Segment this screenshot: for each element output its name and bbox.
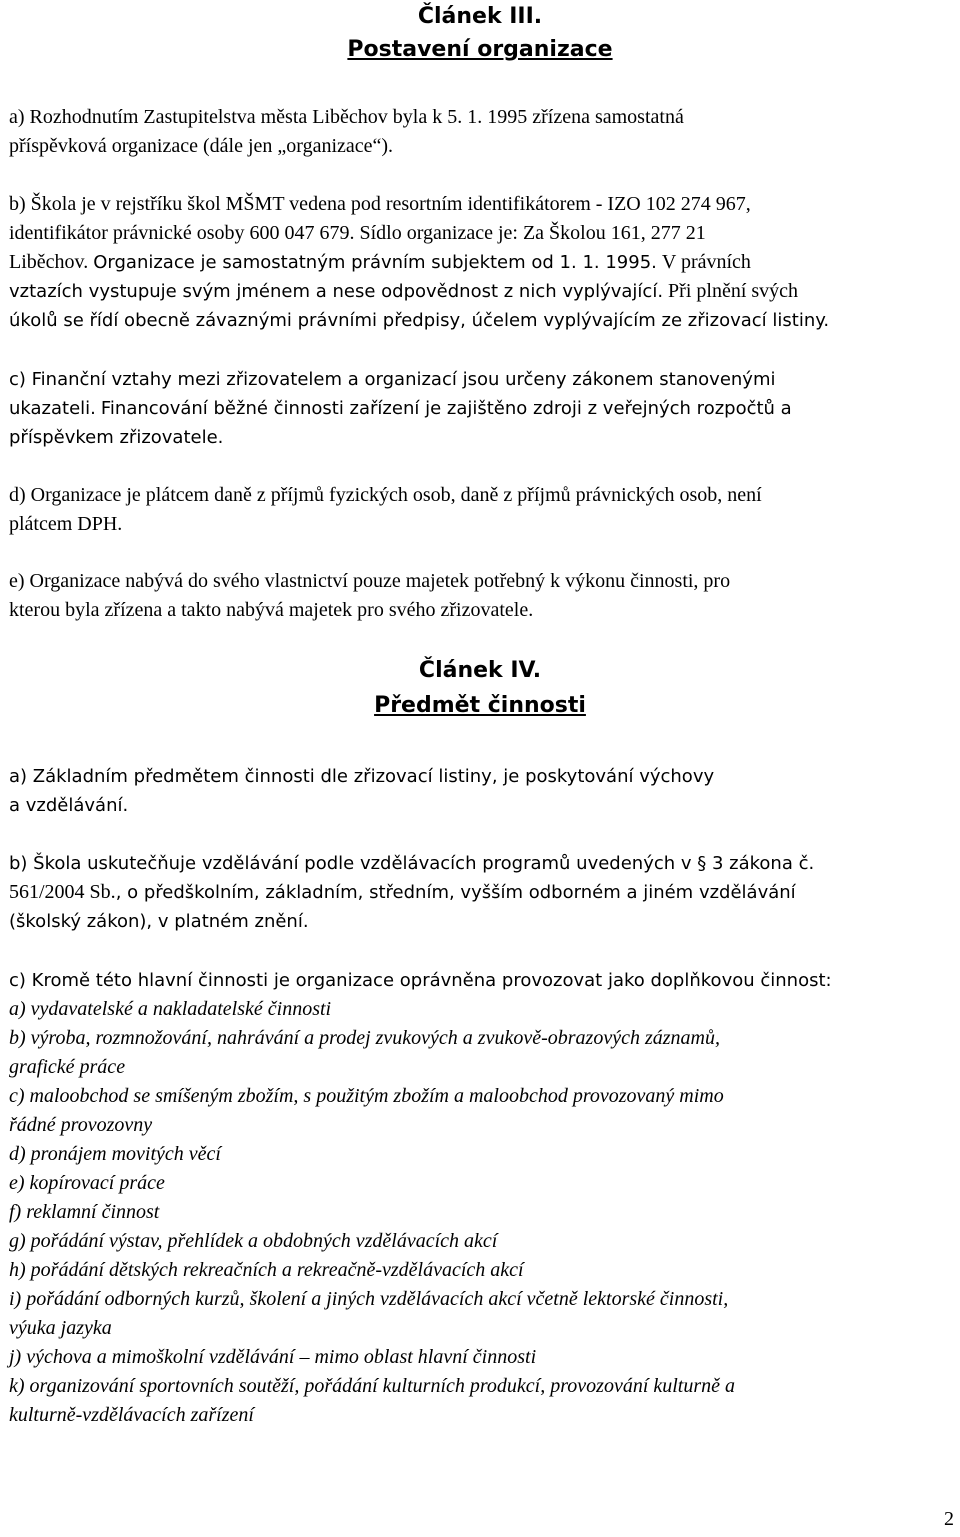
activity-item: c) maloobchod se smíšeným zbožím, s použitým zbožím a maloobchod provozovaný mimo [9, 1085, 724, 1107]
text-segment: Při plnění svých [668, 280, 799, 302]
article-3-para-b-line-1: b) Škola je v rejstříku škol MŠMT vedena pod resortním identifikátorem - IZO 102 274 967, [9, 193, 751, 215]
text-segment: vztazích vystupuje svým jménem a nese odpovědnost z nich vyplývající. [9, 281, 664, 302]
article-4-para-b-line-3: (školský zákon), v platném znění. [9, 911, 309, 932]
article-3-para-b-line-5: úkolů se řídí obecně závaznými právními předpisy, účelem vyplývajícím ze zřizovací listiny. [9, 310, 830, 331]
text-segment: Liběchov. [9, 251, 89, 273]
article-4-title: Článek IV. [418, 658, 542, 683]
article-4-para-b-line-2 [9, 878, 796, 907]
article-3-para-c-line-2 [9, 394, 792, 423]
page-number: 2 [944, 1508, 954, 1530]
article-3-para-a-line-2: příspěvková organizace (dále jen „organizace“). [9, 135, 394, 157]
text-segment: Financování běžné činnosti zařízení je zajištěno zdroji z veřejných rozpočtů a [100, 398, 792, 419]
article-3-para-a-line-1: a) Rozhodnutím Zastupitelstva města Liběchov byla k 5. 1. 1995 zřízena samostatná [9, 106, 684, 128]
activity-item: výuka jazyka [9, 1317, 112, 1339]
activity-item: řádné provozovny [9, 1114, 153, 1136]
activity-item: kulturně-vzdělávacích zařízení [9, 1404, 254, 1426]
article-3-para-d-line-1: d) Organizace je plátcem daně z příjmů fyzických osob, daně z příjmů právnických osob, není [9, 484, 762, 506]
text-segment: V právních [661, 251, 751, 273]
article-3-subtitle: Postavení organizace [347, 37, 613, 62]
activity-item: f) reklamní činnost [9, 1201, 160, 1223]
article-3-para-b-line-4 [9, 277, 798, 306]
article-3-para-c-line-3: příspěvkem zřizovatele. [9, 427, 224, 448]
article-4-subtitle: Předmět činnosti [374, 693, 586, 718]
activity-item: e) kopírovací práce [9, 1172, 165, 1194]
article-3-para-d-line-2: plátcem DPH. [9, 513, 123, 535]
activity-item: k) organizování sportovních soutěží, pořádání kulturních produkcí, provozování kulturně a [9, 1375, 736, 1397]
article-4-para-c-intro: c) Kromě této hlavní činnosti je organizace oprávněna provozovat jako doplňkovou činnost: [9, 970, 832, 991]
text-segment: Organizace je samostatným právním subjektem od 1. 1. 1995. [93, 252, 657, 273]
article-3-para-e-line-2: kterou byla zřízena a takto nabývá majetek pro svého zřizovatele. [9, 599, 534, 621]
text-segment: , o předškolním, základním, středním, vyšším odborném a jiném vzdělávání [115, 882, 796, 903]
activity-item: a) vydavatelské a nakladatelské činnosti [9, 998, 332, 1020]
article-3-para-e-line-1: e) Organizace nabývá do svého vlastnictví pouze majetek potřebný k výkonu činnosti, pro [9, 570, 731, 592]
activity-item: d) pronájem movitých věcí [9, 1143, 221, 1165]
article-3-para-c-line-1: c) Finanční vztahy mezi zřizovatelem a organizací jsou určeny zákonem stanovenými [9, 369, 776, 390]
article-4-para-a-line-2: a vzdělávání. [9, 795, 129, 816]
text-segment: ukazateli. [9, 398, 96, 419]
article-3-para-b-line-2: identifikátor právnické osoby 600 047 679. Sídlo organizace je: Za Školou 161, 277 21 [9, 222, 706, 244]
article-3-para-b-line-3 [9, 248, 751, 277]
article-4-para-b-line-1: b) Škola uskutečňuje vzdělávání podle vzdělávacích programů uvedených v § 3 zákona č. [9, 853, 815, 874]
activity-item: i) pořádání odborných kurzů, školení a jiných vzdělávacích akcí včetně lektorské činnosti, [9, 1288, 729, 1310]
activity-item: j) výchova a mimoškolní vzdělávání – mimo oblast hlavní činnosti [9, 1346, 537, 1368]
activity-item: b) výroba, rozmnožování, nahrávání a prodej zvukových a zvukově-obrazových záznamů, [9, 1027, 720, 1049]
text-segment: 561/2004 Sb. [9, 881, 116, 903]
activity-item: h) pořádání dětských rekreačních a rekreačně-vzdělávacích akcí [9, 1259, 524, 1281]
article-3-title: Článek III. [417, 4, 543, 29]
activity-item: grafické práce [9, 1056, 126, 1078]
activity-item: g) pořádání výstav, přehlídek a obdobných vzdělávacích akcí [9, 1230, 498, 1252]
article-4-para-a-line-1: a) Základním předmětem činnosti dle zřizovací listiny, je poskytování výchovy [9, 766, 715, 787]
